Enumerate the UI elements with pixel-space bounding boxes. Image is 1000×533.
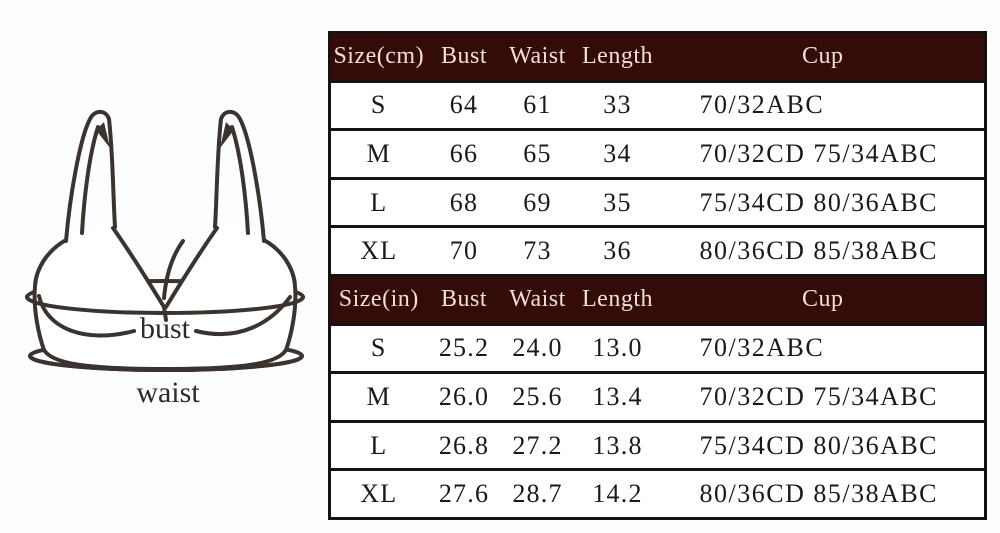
bra-measurement-illustration: [20, 100, 320, 420]
table-row: [330, 373, 986, 422]
size-chart-header-row: [330, 33, 986, 82]
table-cell: 13.0: [574, 324, 662, 373]
table-cell: 61: [502, 81, 574, 130]
table-cell: 28.7: [502, 470, 574, 519]
column-header: Bust: [427, 275, 502, 324]
table-cell: 73: [502, 227, 574, 276]
table-row: [330, 227, 986, 276]
size-chart-header-row: [330, 275, 986, 324]
table-row: [330, 421, 986, 470]
table-cell: 25.6: [502, 373, 574, 422]
column-header: Waist: [502, 33, 574, 82]
table-row: [330, 470, 986, 519]
table-cell: 26.8: [427, 421, 502, 470]
left-strap: [66, 112, 115, 241]
table-cell: L: [330, 421, 427, 470]
table-cell: 75/34CD 80/36ABC: [662, 178, 986, 227]
table-row: [330, 130, 986, 179]
table-cell: 75/34CD 80/36ABC: [662, 421, 986, 470]
table-cell: 70/32ABC: [662, 324, 986, 373]
right-strap: [215, 112, 264, 241]
table-row: [330, 81, 986, 130]
column-header: Size(cm): [330, 33, 427, 82]
table-row: [330, 324, 986, 373]
table-cell: 70/32ABC: [662, 81, 986, 130]
table-cell: 27.6: [427, 470, 502, 519]
table-cell: 68: [427, 178, 502, 227]
table-cell: 69: [502, 178, 574, 227]
table-cell: 26.0: [427, 373, 502, 422]
table-cell: 64: [427, 81, 502, 130]
column-header: Length: [574, 275, 662, 324]
column-header: Waist: [502, 275, 574, 324]
table-cell: 34: [574, 130, 662, 179]
table-cell: M: [330, 130, 427, 179]
table-cell: XL: [330, 470, 427, 519]
table-cell: 80/36CD 85/38ABC: [662, 227, 986, 276]
table-cell: 25.2: [427, 324, 502, 373]
column-header: Cup: [662, 33, 986, 82]
bra-line-drawing: [20, 100, 320, 420]
waist-label: waist: [136, 376, 200, 409]
table-cell: 70/32CD 75/34ABC: [662, 373, 986, 422]
table-cell: S: [330, 324, 427, 373]
table-cell: M: [330, 373, 427, 422]
column-header: Length: [574, 33, 662, 82]
table-cell: 66: [427, 130, 502, 179]
table-cell: 33: [574, 81, 662, 130]
left-strap-inner-line: [82, 127, 98, 233]
table-cell: L: [330, 178, 427, 227]
table-cell: 13.8: [574, 421, 662, 470]
table-cell: 80/36CD 85/38ABC: [662, 470, 986, 519]
table-cell: 35: [574, 178, 662, 227]
size-chart-table: [328, 31, 987, 520]
table-cell: 14.2: [574, 470, 662, 519]
table-cell: 36: [574, 227, 662, 276]
table-row: [330, 178, 986, 227]
table-cell: 13.4: [574, 373, 662, 422]
table-cell: 70: [427, 227, 502, 276]
table-cell: XL: [330, 227, 427, 276]
column-header: Size(in): [330, 275, 427, 324]
table-cell: S: [330, 81, 427, 130]
right-strap-inner-line: [232, 127, 248, 233]
table-cell: 24.0: [502, 324, 574, 373]
size-chart-body: [330, 33, 986, 519]
column-header: Cup: [662, 275, 986, 324]
table-cell: 27.2: [502, 421, 574, 470]
table-cell: 70/32CD 75/34ABC: [662, 130, 986, 179]
table-cell: 65: [502, 130, 574, 179]
column-header: Bust: [427, 33, 502, 82]
bust-label: bust: [139, 312, 191, 345]
